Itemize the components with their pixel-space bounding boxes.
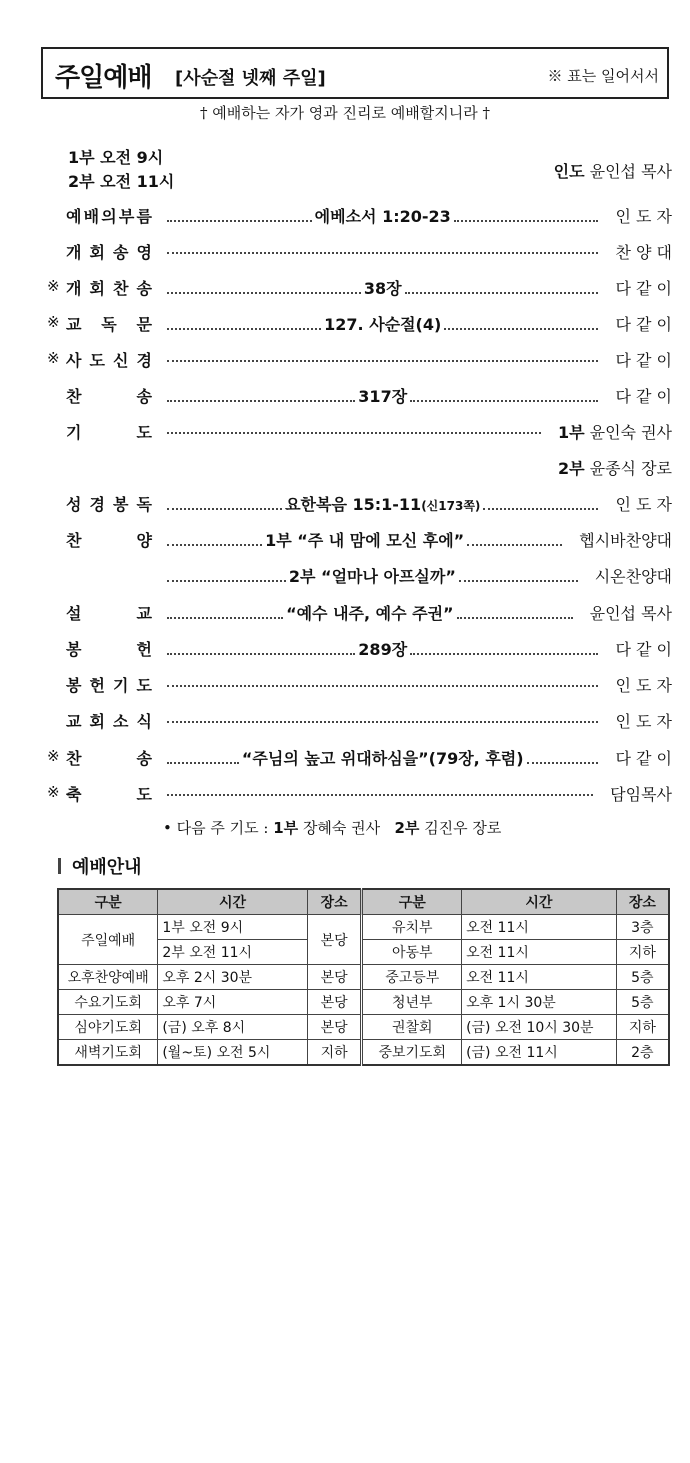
second-service-time: 2부 오전 11시: [68, 172, 175, 191]
cell-time: (금) 오전 11시: [462, 1040, 617, 1066]
table-header-cell: 시간: [158, 889, 307, 915]
order-leader-line: [164, 492, 601, 515]
order-row: [0, 305, 690, 341]
order-person: 2부 윤종식 장로: [557, 459, 672, 478]
order-label: 찬 송: [66, 749, 152, 768]
order-label: 사 도 신 경: [66, 351, 152, 370]
page-header: [41, 47, 669, 99]
table-header-row: [58, 889, 669, 915]
guide-title: 예배안내: [72, 857, 142, 878]
cell-time: 1부 오전 9시: [158, 915, 307, 940]
order-person: 찬 양 대: [615, 243, 672, 262]
cell-time: 2부 오전 11시: [158, 940, 307, 965]
table-header-cell: 장소: [307, 889, 362, 915]
order-label: 성 경 봉 독: [66, 495, 152, 514]
order-content: “주님의 높고 위대하심을”(79장, 후렴): [241, 749, 524, 768]
cell-name: 수요기도회: [58, 990, 158, 1015]
schedule-table: [57, 888, 670, 1066]
order-person: 담임목사: [610, 785, 672, 804]
order-leader-line: [164, 384, 601, 407]
order-leader-line: [164, 312, 601, 335]
standing-mark: ※: [47, 747, 60, 765]
order-content: 127. 사순절(4): [324, 315, 442, 334]
order-content: 에베소서 1:20-23: [314, 207, 451, 226]
order-row: [0, 594, 690, 630]
order-label: 교 독 문: [66, 315, 152, 334]
next-prayer-p1-label: 1부: [273, 819, 299, 837]
order-content: 요한복음 15:1-11(신173쪽): [285, 495, 481, 514]
next-prayer-p2: 김진우 장로: [424, 819, 502, 837]
table-row: [58, 1015, 669, 1040]
order-label: 개 회 송 영: [66, 243, 152, 262]
table-body: [58, 915, 669, 1066]
cell-name: 중보기도회: [362, 1040, 462, 1066]
order-label: 기 도: [66, 423, 152, 442]
page-title: 주일예배: [55, 63, 152, 93]
standing-mark: ※: [47, 277, 60, 295]
order-label: 축 도: [66, 785, 152, 804]
cell-place: 본당: [307, 965, 362, 990]
cell-place: 지하: [307, 1040, 362, 1066]
order-content: 1부 “주 내 맘에 모신 후에”: [265, 531, 465, 550]
order-person: 헵시바찬양대: [579, 531, 672, 550]
order-row: [0, 485, 690, 521]
cell-time: (금) 오후 8시: [158, 1015, 307, 1040]
motto: † 예배하는 자가 영과 진리로 예배할지니라 †: [200, 104, 490, 122]
order-leader-line: [164, 673, 601, 687]
cell-time: 오전 11시: [462, 965, 617, 990]
order-person: 인 도 자: [615, 676, 672, 695]
order-row: [0, 630, 690, 666]
first-service-time: 1부 오전 9시: [68, 148, 164, 167]
order-leader-line: [164, 420, 544, 434]
cell-name: 오후찬양예배: [58, 965, 158, 990]
table-header-cell: 장소: [616, 889, 669, 915]
standing-note: ※ 표는 일어서서: [547, 67, 659, 85]
cell-name: 중고등부: [362, 965, 462, 990]
cell-name: 권찰회: [362, 1015, 462, 1040]
order-leader-line: [164, 528, 565, 551]
next-week-prayer: [163, 817, 501, 838]
cell-name: 아동부: [362, 940, 462, 965]
order-label: 예 배 의 부 름: [66, 207, 152, 226]
table-header-cell: 구분: [362, 889, 462, 915]
table-header-cell: 시간: [462, 889, 617, 915]
order-content: 2부 “얼마나 아프실까”: [288, 567, 456, 586]
cell-place: 본당: [307, 1015, 362, 1040]
order-label: 개 회 찬 송: [66, 279, 152, 298]
leader-role: 인도: [553, 162, 585, 181]
order-row: [0, 269, 690, 305]
order-person: 인 도 자: [615, 207, 672, 226]
cell-name: 주일예배: [58, 915, 158, 965]
order-label: 교 회 소 식: [66, 712, 152, 731]
order-row: [0, 557, 690, 593]
next-prayer-prefix: • 다음 주 기도 :: [163, 819, 269, 837]
order-label: 찬 송: [66, 387, 152, 406]
order-leader-line: [164, 746, 601, 769]
order-row: [0, 197, 690, 233]
order-row: [0, 449, 690, 485]
order-content: 317장: [358, 387, 408, 406]
order-content: 289장: [358, 640, 408, 659]
cell-place: 본당: [307, 990, 362, 1015]
order-label: 봉 헌: [66, 640, 152, 659]
order-row: [0, 233, 690, 269]
cell-time: 오후 2시 30분: [158, 965, 307, 990]
cell-place: 지하: [616, 940, 669, 965]
order-person: 인 도 자: [615, 495, 672, 514]
order-row: [0, 702, 690, 738]
order-person: 시온찬양대: [594, 567, 672, 586]
cell-place: 5층: [616, 965, 669, 990]
order-leader-line: [164, 240, 601, 254]
cell-place: 5층: [616, 990, 669, 1015]
cell-name: 심야기도회: [58, 1015, 158, 1040]
page-subtitle: [사순절 넷째 주일]: [175, 68, 326, 89]
order-person: 다 같 이: [615, 315, 672, 334]
table-row: [58, 965, 669, 990]
order-leader-line: [164, 709, 601, 723]
standing-mark: ※: [47, 313, 60, 331]
section-marker: [58, 858, 61, 874]
cell-time: 오후 7시: [158, 990, 307, 1015]
order-row: [0, 666, 690, 702]
table-row: [58, 990, 669, 1015]
next-prayer-p2-label: 2부: [394, 819, 420, 837]
order-row: [0, 377, 690, 413]
cell-place: 3층: [616, 915, 669, 940]
order-row: [0, 341, 690, 377]
cell-name: 새벽기도회: [58, 1040, 158, 1066]
order-person: 다 같 이: [615, 387, 672, 406]
table-row: [58, 915, 669, 940]
table-row: [58, 1040, 669, 1066]
order-row: [0, 775, 690, 811]
service-times: [68, 146, 174, 194]
order-label: 봉 헌 기 도: [66, 676, 152, 695]
cell-name: 청년부: [362, 990, 462, 1015]
order-row: [0, 521, 690, 557]
order-content: 38장: [363, 279, 402, 298]
leader-name: 윤인섭 목사: [589, 162, 672, 181]
order-row: [0, 739, 690, 775]
order-leader-line: [164, 637, 601, 660]
order-leader-line: [164, 601, 576, 624]
order-person: 1부 윤인숙 권사: [557, 423, 672, 442]
order-person: 다 같 이: [615, 351, 672, 370]
order-person: 다 같 이: [615, 279, 672, 298]
cell-place: 본당: [307, 915, 362, 965]
service-leader: [554, 159, 672, 182]
order-leader-line: [164, 782, 596, 796]
cell-place: 2층: [616, 1040, 669, 1066]
cell-time: 오후 1시 30분: [462, 990, 617, 1015]
cell-time: (금) 오전 10시 30분: [462, 1015, 617, 1040]
order-label: 설 교: [66, 604, 152, 623]
cell-place: 지하: [616, 1015, 669, 1040]
order-person: 윤인섭 목사: [589, 604, 672, 623]
order-content: “예수 내주, 예수 주권”: [286, 604, 454, 623]
cell-name: 유치부: [362, 915, 462, 940]
order-leader-line: [164, 348, 601, 362]
cell-time: (월~토) 오전 5시: [158, 1040, 307, 1066]
standing-mark: ※: [47, 349, 60, 367]
order-person: 다 같 이: [615, 640, 672, 659]
order-label: 찬 양: [66, 531, 152, 550]
order-leader-line: [164, 564, 581, 587]
order-leader-line: [164, 276, 601, 299]
cell-time: 오전 11시: [462, 915, 617, 940]
order-leader-line: [164, 204, 601, 227]
cell-time: 오전 11시: [462, 940, 617, 965]
next-prayer-p1: 장혜숙 권사: [302, 819, 381, 837]
order-person: 다 같 이: [615, 749, 672, 768]
order-person: 인 도 자: [615, 712, 672, 731]
table-header-cell: 구분: [58, 889, 158, 915]
standing-mark: ※: [47, 783, 60, 801]
order-row: [0, 413, 690, 449]
